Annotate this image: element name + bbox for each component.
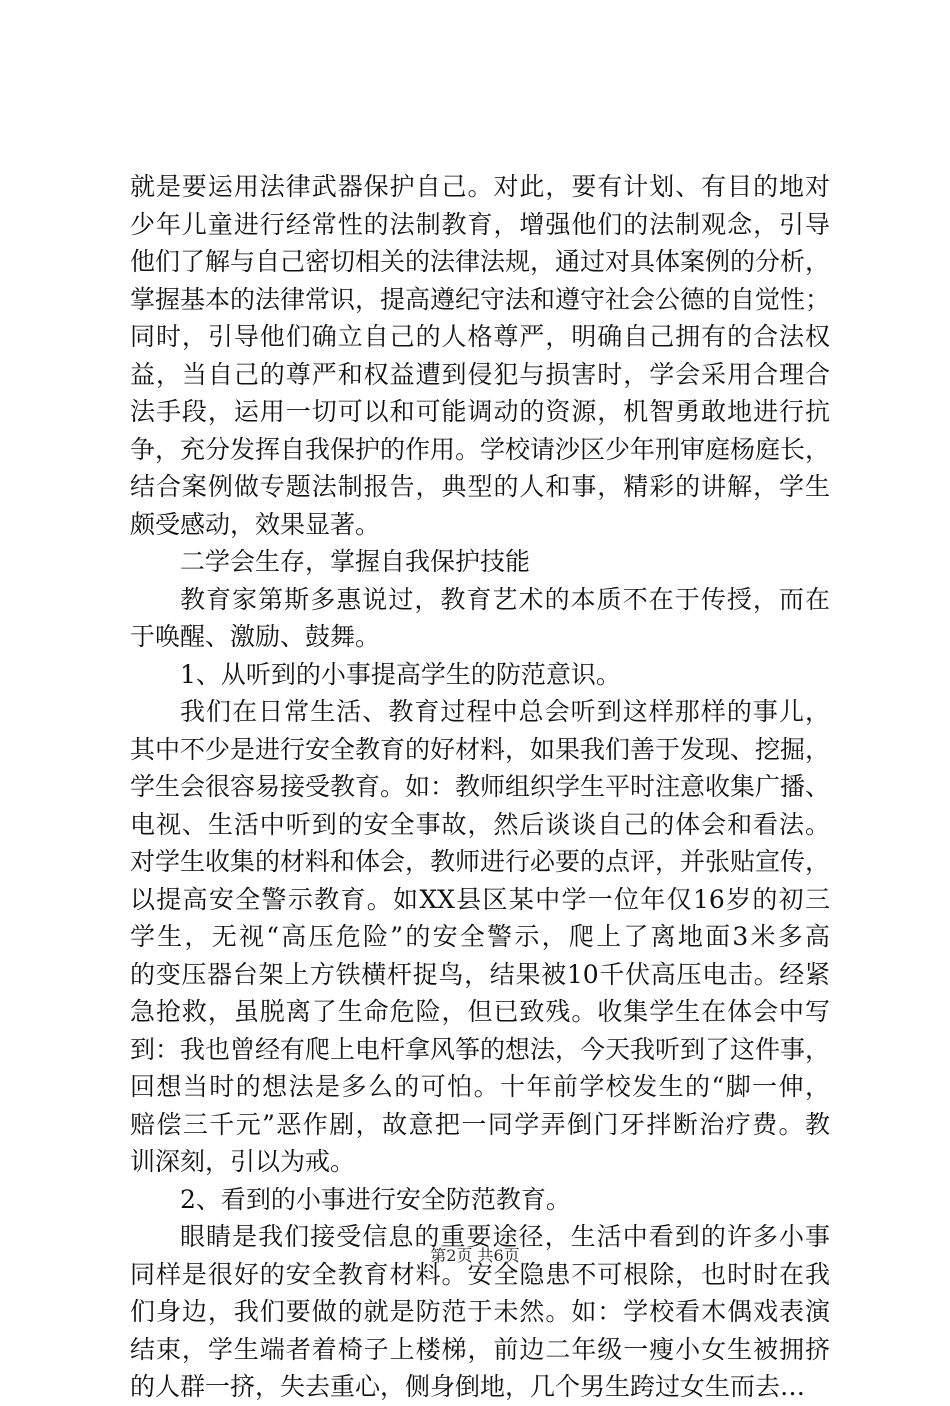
text-line: 掌握基本的法律常识，提高遵纪守法和遵守社会公德的自觉性； xyxy=(130,284,831,314)
text-line: 对学生收集的材料和体会，教师进行必要的点评，并张贴宣传， xyxy=(130,847,831,876)
text-line: 结束，学生端者着椅子上楼梯，前边二年级一瘦小女生被拥挤 xyxy=(130,1334,830,1364)
text-line: 赔偿三千元”恶作剧，故意把一同学弄倒门牙拌断治疗费。教 xyxy=(130,1109,830,1139)
text-line: 二学会生存，掌握自我保护技能 xyxy=(180,547,531,576)
text-line: 2、看到的小事进行安全防范教育。 xyxy=(180,1184,571,1214)
text-line: 于唤醒、激励、鼓舞。 xyxy=(130,622,381,651)
text-line: 同样是很好的安全教育材料。安全隐患不可根除，也时时在我 xyxy=(130,1259,830,1289)
text-line: 眼睛是我们接受信息的重要途径，生活中看到的许多小事 xyxy=(180,1222,830,1251)
text-line: 们身边，我们要做的就是防范于未然。如：学校看木偶戏表演 xyxy=(130,1297,830,1326)
document-body xyxy=(130,168,830,1406)
text-line: 少年儿童进行经常性的法制教育，增强他们的法制观念，引导 xyxy=(130,209,830,239)
paragraph xyxy=(130,543,830,581)
text-line: 以提高安全警示教育。如XX县区某中学一位年仅16岁的初三 xyxy=(130,884,830,914)
text-line: 的人群一挤，失去重心，侧身倒地，几个男生跨过女生而去… xyxy=(130,1372,806,1401)
text-line: 就是要运用法律武器保护自己。对此，要有计划、有目的地对 xyxy=(130,172,830,201)
text-line: 回想当时的想法是多么的可怕。十年前学校发生的“脚一伸， xyxy=(130,1072,830,1101)
text-line: 益，当自己的尊严和权益遭到侵犯与损害时，学会采用合理合 xyxy=(130,359,830,389)
text-line: 法手段，运用一切可以和可能调动的资源，机智勇敢地进行抗 xyxy=(130,397,830,426)
page-footer: 第2页 共6页 xyxy=(430,1246,520,1265)
text-line: 我们在日常生活、教育过程中总会听到这样那样的事儿， xyxy=(180,697,830,726)
paragraph xyxy=(130,656,830,694)
paragraph xyxy=(130,693,830,1181)
paragraph xyxy=(130,1181,830,1219)
paragraph xyxy=(130,168,830,543)
text-line: 训深刻，引以为戒。 xyxy=(130,1147,356,1176)
text-line: 电视、生活中听到的安全事故，然后谈谈自己的体会和看法。 xyxy=(130,809,830,839)
text-line: 争，充分发挥自我保护的作用。学校请沙区少年刑审庭杨庭长， xyxy=(130,434,831,464)
text-line: 其中不少是进行安全教育的好材料，如果我们善于发现、挖掘， xyxy=(130,734,831,764)
text-line: 1、从听到的小事提高学生的防范意识。 xyxy=(180,659,621,689)
text-line: 急抢救，虽脱离了生命危险，但已致残。收集学生在体会中写 xyxy=(130,997,830,1026)
text-line: 的变压器台架上方铁横杆捉鸟，结果被10千伏高压电击。经紧 xyxy=(130,959,830,989)
text-line: 他们了解与自己密切相关的法律法规，通过对具体案例的分析， xyxy=(130,247,831,276)
text-line: 结合案例做专题法制报告，典型的人和事，精彩的讲解，学生 xyxy=(130,472,830,501)
text-line: 学生会很容易接受教育。如：教师组织学生平时注意收集广播、 xyxy=(130,772,831,801)
text-line: 教育家第斯多惠说过，教育艺术的本质不在于传授，而在 xyxy=(180,584,830,614)
text-line: 同时，引导他们确立自己的人格尊严，明确自己拥有的合法权 xyxy=(130,322,830,351)
text-line: 学生，无视“高压危险”的安全警示，爬上了离地面3米多高 xyxy=(130,922,830,951)
paragraph xyxy=(130,581,830,656)
text-line: 颇受感动，效果显著。 xyxy=(130,509,381,539)
text-line: 到：我也曾经有爬上电杆拿风筝的想法，今天我听到了这件事， xyxy=(130,1034,831,1064)
